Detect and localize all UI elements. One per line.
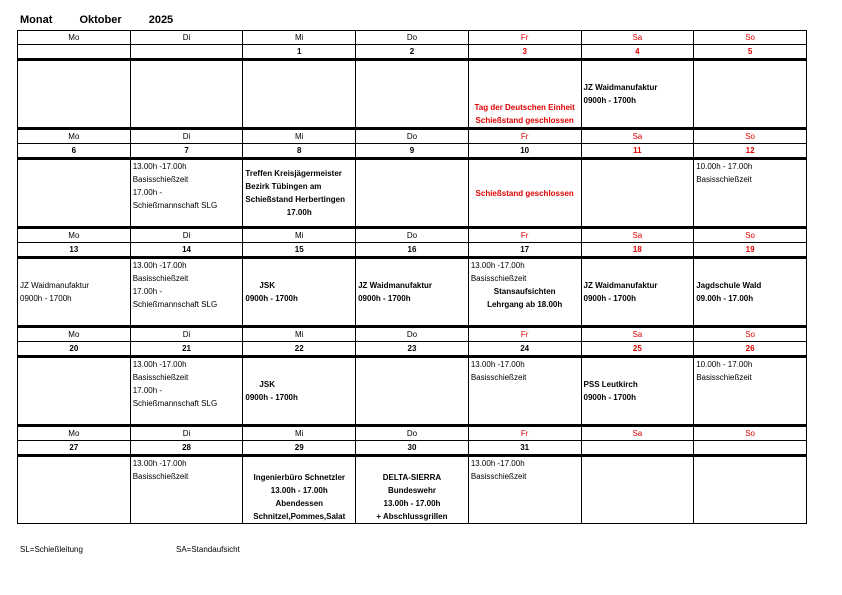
event-text: JSK bbox=[259, 380, 275, 389]
day-number: 5 bbox=[694, 45, 807, 60]
event-text: Basisschießzeit bbox=[470, 472, 527, 481]
event-text: 0900h - 1700h bbox=[583, 96, 636, 105]
weekday-header: Mo bbox=[18, 228, 131, 243]
day-cell[interactable] bbox=[468, 60, 581, 129]
weekday-header: Mi bbox=[243, 31, 356, 45]
event-text: Basisschießzeit bbox=[470, 274, 527, 283]
day-number bbox=[18, 45, 131, 60]
day-cell[interactable] bbox=[130, 456, 243, 524]
event-text: 13.00h -17.00h bbox=[132, 162, 187, 171]
day-cell[interactable] bbox=[130, 159, 243, 228]
weekday-header: So bbox=[694, 129, 807, 144]
day-number: 29 bbox=[243, 441, 356, 456]
weekday-header: Di bbox=[130, 129, 243, 144]
event-text: Basisschießzeit bbox=[696, 175, 752, 184]
weekday-header: So bbox=[694, 426, 807, 441]
day-number: 27 bbox=[18, 441, 131, 456]
day-cell[interactable] bbox=[356, 357, 469, 426]
day-number: 12 bbox=[694, 144, 807, 159]
day-number: 10 bbox=[468, 144, 581, 159]
title-label: Monat bbox=[20, 14, 53, 26]
weekday-header: Sa bbox=[581, 228, 694, 243]
day-number: 23 bbox=[356, 342, 469, 357]
day-cell[interactable] bbox=[694, 60, 807, 129]
day-number: 22 bbox=[243, 342, 356, 357]
event-text: 10.00h - 17.00h bbox=[696, 162, 753, 171]
footer-legend-sl: SL=Schießleitung bbox=[20, 545, 83, 554]
event-text: 13.00h -17.00h bbox=[132, 459, 187, 468]
day-number: 8 bbox=[243, 144, 356, 159]
event-text: DELTA-SIERRA bbox=[382, 473, 442, 482]
day-number: 4 bbox=[581, 45, 694, 60]
event-text: Schießmannschaft SLG bbox=[132, 399, 218, 408]
day-cell[interactable] bbox=[130, 357, 243, 426]
day-number: 31 bbox=[468, 441, 581, 456]
event-text: Schnitzel,Pommes,Salat bbox=[253, 512, 346, 521]
day-cell[interactable] bbox=[468, 159, 581, 228]
day-cell[interactable] bbox=[356, 60, 469, 129]
event-text: 0900h - 1700h bbox=[20, 294, 72, 303]
day-cell[interactable] bbox=[468, 357, 581, 426]
event-text: JZ Waidmanufaktur bbox=[358, 281, 433, 290]
day-cell[interactable] bbox=[581, 258, 694, 327]
event-text: 13.00h -17.00h bbox=[470, 459, 525, 468]
day-number bbox=[130, 45, 243, 60]
day-cell[interactable] bbox=[18, 258, 131, 327]
weekday-header: Di bbox=[130, 228, 243, 243]
day-number: 20 bbox=[18, 342, 131, 357]
event-text: 0900h - 1700h bbox=[583, 294, 636, 303]
event-text: Lehrgang ab 18.00h bbox=[487, 300, 563, 309]
weekday-header: So bbox=[694, 228, 807, 243]
day-cell[interactable] bbox=[356, 159, 469, 228]
weekday-header: Mi bbox=[243, 129, 356, 144]
event-text: Schießstand geschlossen bbox=[475, 116, 574, 125]
event-text: 13.00h -17.00h bbox=[470, 261, 525, 270]
day-number bbox=[694, 441, 807, 456]
event-text: 17.00h - bbox=[132, 386, 163, 395]
event-text: Tag der Deutschen Einheit bbox=[474, 103, 575, 112]
day-number: 28 bbox=[130, 441, 243, 456]
weekday-header: Do bbox=[356, 31, 469, 45]
day-number: 19 bbox=[694, 243, 807, 258]
title-month: Oktober bbox=[79, 14, 122, 26]
event-text: 0900h - 1700h bbox=[245, 393, 298, 402]
weekday-header: So bbox=[694, 327, 807, 342]
day-cell[interactable] bbox=[581, 357, 694, 426]
day-cell[interactable] bbox=[694, 159, 807, 228]
day-cell[interactable] bbox=[694, 357, 807, 426]
weekday-header: Sa bbox=[581, 129, 694, 144]
title-year: 2025 bbox=[148, 14, 174, 26]
event-text: 17.00h - bbox=[132, 188, 163, 197]
day-cell[interactable] bbox=[356, 258, 469, 327]
weekday-header: So bbox=[694, 31, 807, 45]
event-text: 13.00h -17.00h bbox=[132, 261, 187, 270]
event-text: JSK bbox=[259, 281, 275, 290]
event-text: 13.00h -17.00h bbox=[132, 360, 187, 369]
weekday-header: Fr bbox=[468, 129, 581, 144]
event-text: Schießmannschaft SLG bbox=[132, 201, 218, 210]
day-cell[interactable] bbox=[243, 258, 356, 327]
day-cell[interactable] bbox=[581, 456, 694, 524]
event-text: 13.00h -17.00h bbox=[470, 360, 525, 369]
day-cell[interactable] bbox=[694, 258, 807, 327]
day-cell[interactable] bbox=[581, 159, 694, 228]
event-text: Basisschießzeit bbox=[132, 373, 189, 382]
event-text: 0900h - 1700h bbox=[245, 294, 298, 303]
day-number: 18 bbox=[581, 243, 694, 258]
day-cell[interactable] bbox=[243, 159, 356, 228]
event-text: Schießstand Herbertingen bbox=[245, 195, 345, 204]
day-cell[interactable] bbox=[243, 60, 356, 129]
weekday-header: Sa bbox=[581, 31, 694, 45]
day-number: 30 bbox=[356, 441, 469, 456]
day-number: 26 bbox=[694, 342, 807, 357]
day-cell[interactable] bbox=[130, 60, 243, 129]
day-cell[interactable] bbox=[243, 456, 356, 524]
event-text: 09.00h - 17.00h bbox=[696, 294, 754, 303]
weekday-header: Do bbox=[356, 426, 469, 441]
weekday-header: Di bbox=[130, 426, 243, 441]
day-number: 6 bbox=[18, 144, 131, 159]
weekday-header: Fr bbox=[468, 228, 581, 243]
day-number: 24 bbox=[468, 342, 581, 357]
day-cell[interactable] bbox=[468, 456, 581, 524]
event-text: Ingenierbüro Schnetzler bbox=[253, 473, 346, 482]
day-cell[interactable] bbox=[243, 357, 356, 426]
event-text: Bundeswehr bbox=[387, 486, 436, 495]
event-text: 10.00h - 17.00h bbox=[696, 360, 753, 369]
day-number: 13 bbox=[18, 243, 131, 258]
event-text: Jagdschule Wald bbox=[696, 281, 762, 290]
weekday-header: Mo bbox=[18, 426, 131, 441]
weekday-header: Mo bbox=[18, 129, 131, 144]
event-text: 17.00h bbox=[286, 208, 312, 217]
weekday-header: Di bbox=[130, 327, 243, 342]
day-number: 1 bbox=[243, 45, 356, 60]
weekday-header: Sa bbox=[581, 327, 694, 342]
event-text: JZ Waidmanufaktur bbox=[20, 281, 90, 290]
event-text: + Abschlussgrillen bbox=[376, 512, 448, 521]
weekday-header: Fr bbox=[468, 31, 581, 45]
event-text: Basisschießzeit bbox=[132, 274, 189, 283]
event-text: Schießmannschaft SLG bbox=[132, 300, 218, 309]
event-text: 17.00h - bbox=[132, 287, 163, 296]
day-number: 25 bbox=[581, 342, 694, 357]
event-text: Stansaufsichten bbox=[493, 287, 556, 296]
weekday-header: Mi bbox=[243, 228, 356, 243]
day-number: 9 bbox=[356, 144, 469, 159]
day-cell[interactable] bbox=[18, 456, 131, 524]
day-number: 17 bbox=[468, 243, 581, 258]
day-cell[interactable] bbox=[694, 456, 807, 524]
event-text: Basisschießzeit bbox=[132, 175, 189, 184]
event-text: 0900h - 1700h bbox=[358, 294, 411, 303]
day-number bbox=[581, 441, 694, 456]
day-cell[interactable] bbox=[18, 159, 131, 228]
day-number: 3 bbox=[468, 45, 581, 60]
event-text: Abendessen bbox=[275, 499, 324, 508]
event-text: Schießstand geschlossen bbox=[475, 188, 574, 198]
weekday-header: Fr bbox=[468, 426, 581, 441]
event-text: Basisschießzeit bbox=[470, 373, 527, 382]
weekday-header: Fr bbox=[468, 327, 581, 342]
weekday-header: Do bbox=[356, 327, 469, 342]
weekday-header: Do bbox=[356, 129, 469, 144]
calendar-title bbox=[20, 14, 197, 26]
day-number: 11 bbox=[581, 144, 694, 159]
day-cell[interactable] bbox=[468, 258, 581, 327]
month-calendar bbox=[17, 30, 807, 524]
weekday-header: Do bbox=[356, 228, 469, 243]
day-number: 21 bbox=[130, 342, 243, 357]
day-cell[interactable] bbox=[130, 258, 243, 327]
weekday-header: Sa bbox=[581, 426, 694, 441]
day-number: 2 bbox=[356, 45, 469, 60]
event-text: JZ Waidmanufaktur bbox=[583, 281, 658, 290]
day-number: 14 bbox=[130, 243, 243, 258]
event-text: Treffen Kreisjägermeister bbox=[245, 169, 342, 178]
weekday-header: Mi bbox=[243, 327, 356, 342]
event-text: 13.00h - 17.00h bbox=[383, 499, 441, 508]
day-cell[interactable] bbox=[18, 60, 131, 129]
event-text: Basisschießzeit bbox=[696, 373, 752, 382]
footer-legend-sa: SA=Standaufsicht bbox=[176, 545, 240, 554]
day-number: 16 bbox=[356, 243, 469, 258]
day-cell[interactable] bbox=[581, 60, 694, 129]
event-text: Basisschießzeit bbox=[132, 472, 189, 481]
weekday-header: Di bbox=[130, 31, 243, 45]
day-cell[interactable] bbox=[18, 357, 131, 426]
weekday-header: Mo bbox=[18, 327, 131, 342]
day-cell[interactable] bbox=[356, 456, 469, 524]
event-text: 13.00h - 17.00h bbox=[270, 486, 328, 495]
event-text: 0900h - 1700h bbox=[583, 393, 636, 402]
event-text: JZ Waidmanufaktur bbox=[583, 83, 658, 92]
weekday-header: Mo bbox=[18, 31, 131, 45]
day-number: 7 bbox=[130, 144, 243, 159]
weekday-header: Mi bbox=[243, 426, 356, 441]
event-text: Bezirk Tübingen am bbox=[245, 182, 322, 191]
day-number: 15 bbox=[243, 243, 356, 258]
event-text: PSS Leutkirch bbox=[583, 380, 638, 389]
